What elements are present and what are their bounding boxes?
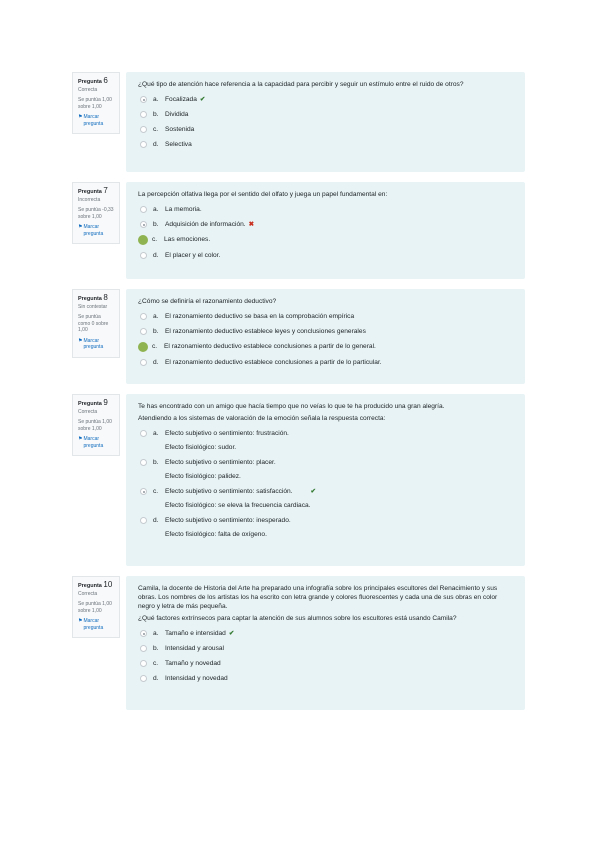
answer-option[interactable]: d. El razonamiento deductivo establece conclusiones a partir de lo particular.: [138, 358, 515, 367]
radio-button[interactable]: [140, 328, 147, 335]
question-6: [72, 72, 525, 172]
radio-button[interactable]: [140, 630, 147, 637]
radio-button[interactable]: [140, 488, 147, 495]
question-content: [126, 182, 525, 279]
question-text: ¿Qué tipo de atención hace referencia a la capacidad para percibir y seguir un estímulo entre el ruido de otros?: [138, 81, 464, 88]
flag-question-link[interactable]: ⚑ Marcar pregunta: [78, 114, 104, 127]
question-state: Correcta: [78, 590, 98, 597]
radio-button[interactable]: [140, 313, 147, 320]
question-7: [72, 182, 525, 279]
radio-button-highlighted[interactable]: [138, 235, 148, 245]
question-number: Pregunta 6: [78, 76, 108, 85]
answer-option[interactable]: b. El razonamiento deductivo establece leyes y conclusiones generales: [138, 327, 515, 336]
check-icon: ✔: [228, 630, 235, 637]
radio-button[interactable]: [140, 126, 147, 133]
question-9: [72, 394, 525, 566]
question-grade: Se puntúa como 0 sobre 1,00: [78, 314, 109, 333]
question-content: [126, 576, 525, 710]
radio-button[interactable]: [140, 660, 147, 667]
check-icon: ✔: [310, 488, 317, 495]
question-state: Incorrecta: [78, 196, 101, 203]
question-grade: Se puntúa 1,00 sobre 1,00: [78, 419, 112, 432]
question-number: Pregunta 10: [78, 580, 113, 589]
question-text: La percepción olfativa llega por el sentido del olfato y juega un papel fundamental en:: [138, 191, 388, 198]
question-10: [72, 576, 525, 710]
answer-option[interactable]: c. El razonamiento deductivo establece conclusiones a partir de lo general.: [138, 342, 515, 352]
flag-icon: ⚑: [78, 436, 83, 442]
question-number: Pregunta 9: [78, 398, 108, 407]
answer-option[interactable]: c. Sostenida: [138, 125, 515, 134]
flag-icon: ⚑: [78, 337, 83, 344]
question-state: Correcta: [78, 86, 98, 93]
flag-icon: ⚑: [78, 618, 83, 624]
question-8: [72, 289, 525, 384]
radio-button[interactable]: [140, 645, 147, 652]
answer-option[interactable]: c. Tamaño y novedad: [138, 659, 515, 668]
answer-option[interactable]: a. La memoria.: [138, 205, 515, 214]
answer-option[interactable]: a. Focalizada ✔: [138, 95, 515, 104]
radio-button[interactable]: [140, 96, 147, 103]
question-text: ¿Cómo se definiría el razonamiento deductivo?: [138, 298, 277, 305]
question-info: [72, 289, 120, 358]
flag-icon: ⚑: [78, 224, 83, 230]
radio-button-highlighted[interactable]: [138, 342, 148, 352]
radio-button[interactable]: [140, 459, 147, 466]
answer-option[interactable]: d. Efecto subjetivo o sentimiento: inesperado. Efecto fisiológico: falta de oxígeno.: [138, 516, 515, 539]
radio-button[interactable]: [140, 675, 147, 682]
radio-button[interactable]: [140, 517, 147, 524]
quiz-review: [72, 72, 525, 720]
question-info: [72, 576, 120, 638]
question-grade: Se puntúa 1,00 sobre 1,00: [78, 97, 112, 110]
answer-option[interactable]: b. Efecto subjetivo o sentimiento: placer. Efecto fisiológico: palidez.: [138, 458, 515, 481]
answer-option[interactable]: b. Adquisición de información. ✖: [138, 220, 515, 229]
question-content: [126, 394, 525, 566]
question-text: Camila, la docente de Historia del Arte ha preparado una infografía sobre los principales escultores del Renacimiento y sus obras. Los nombres de los artistas los ha escrito con letra grande y colores fluorescentes y cada una de sus obras en color negro y letra de más pequeña. ¿Qué factores extrínsecos para captar la atención de sus alumnos sobre los escultores está usando Camila?: [138, 585, 498, 622]
flag-question-link[interactable]: ⚑ Marcar pregunta: [78, 337, 104, 350]
question-info: [72, 394, 120, 456]
question-text: Te has encontrado con un amigo que hacía tiempo que no veías lo que te ha producido una gran alegría. Atendiendo a los sistemas de valoración de la emoción señala la respuesta correcta:: [138, 403, 445, 422]
question-number: Pregunta 7: [78, 186, 108, 195]
flag-icon: ⚑: [78, 114, 83, 120]
flag-question-link[interactable]: ⚑ Marcar pregunta: [78, 224, 104, 237]
cross-icon: ✖: [248, 221, 255, 228]
question-info: [72, 182, 120, 244]
answer-option[interactable]: d. Intensidad y novedad: [138, 674, 515, 683]
answer-option[interactable]: a. Efecto subjetivo o sentimiento: frustración. Efecto fisiológico: sudor.: [138, 429, 515, 452]
radio-button[interactable]: [140, 359, 147, 366]
answer-option[interactable]: a. Tamaño e intensidad ✔: [138, 629, 515, 638]
answer-option[interactable]: b. Intensidad y arousal: [138, 644, 515, 653]
answer-option[interactable]: c. Las emociones.: [138, 235, 515, 245]
question-grade: Se puntúa -0,33 sobre 1,00: [78, 207, 114, 220]
question-grade: Se puntúa 1,00 sobre 1,00: [78, 601, 112, 614]
question-state: Sin contestar: [78, 303, 108, 310]
answer-option[interactable]: a. El razonamiento deductivo se basa en la comprobación empírica: [138, 312, 515, 321]
answer-option[interactable]: d. Selectiva: [138, 140, 515, 149]
question-content: [126, 72, 525, 172]
flag-question-link[interactable]: ⚑ Marcar pregunta: [78, 618, 104, 631]
radio-button[interactable]: [140, 141, 147, 148]
answer-option[interactable]: b. Dividida: [138, 110, 515, 119]
radio-button[interactable]: [140, 111, 147, 118]
question-info: [72, 72, 120, 134]
radio-button[interactable]: [140, 206, 147, 213]
question-content: [126, 289, 525, 384]
answer-option[interactable]: d. El placer y el color.: [138, 251, 515, 260]
question-number: Pregunta 8: [78, 293, 108, 302]
radio-button[interactable]: [140, 252, 147, 259]
answer-option[interactable]: c. Efecto subjetivo o sentimiento: satisfacción. ✔ Efecto fisiológico: se eleva la frecuencia cardiaca.: [138, 487, 515, 510]
check-icon: ✔: [199, 96, 206, 103]
flag-question-link[interactable]: ⚑ Marcar pregunta: [78, 436, 104, 449]
question-state: Correcta: [78, 408, 98, 415]
radio-button[interactable]: [140, 430, 147, 437]
radio-button[interactable]: [140, 221, 147, 228]
